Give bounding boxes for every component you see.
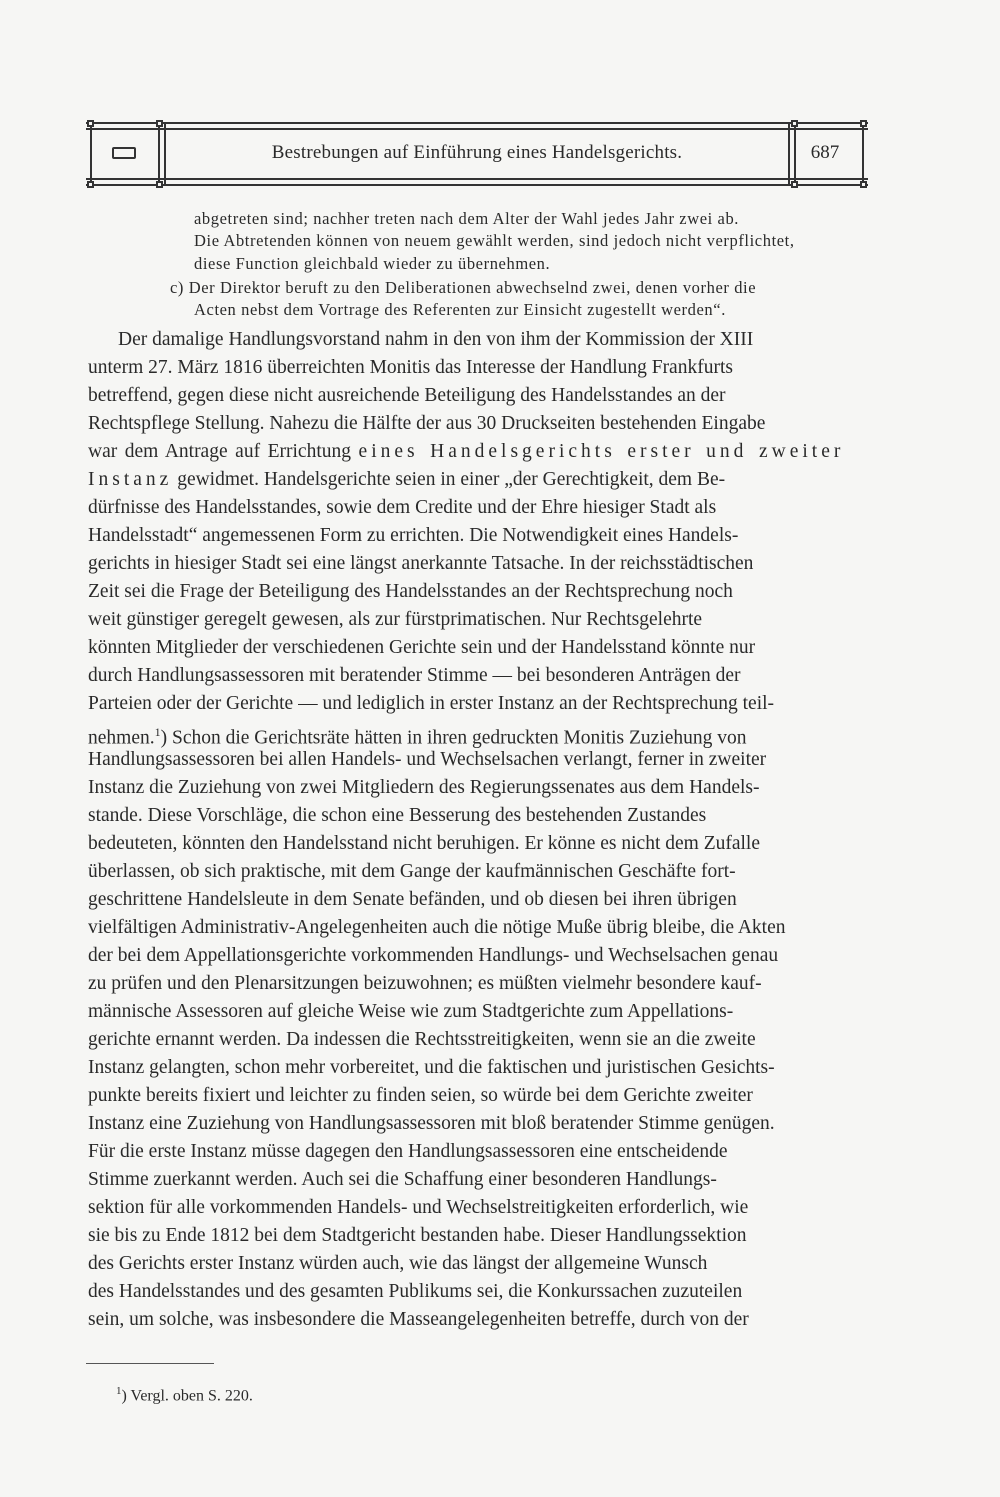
body-line: Rechtspflege Stellung. Nahezu die Hälfte der aus 30 Druckseiten bestehenden Eingabe <box>88 413 766 434</box>
body-line: bedeuteten, könnten den Handelsstand nicht beruhigen. Er könne es nicht dem Zufalle <box>88 833 760 854</box>
body-line: Stimme zuerkannt werden. Auch sei die Schaffung einer besonderen Handlungs- <box>88 1169 717 1190</box>
footnote-reference: 1 <box>154 725 161 739</box>
header-corner-ornament <box>791 181 798 188</box>
body-line: weit günstiger geregelt gewesen, als zur fürstprimatischen. Nur Rechtsgelehrte <box>88 609 703 630</box>
body-line: vielfältigen Administrativ-Angelegenheiten auch die nötige Muße übrig bleibe, die Akten <box>88 917 786 938</box>
quote-line: diese Function gleichbald wieder zu übernehmen. <box>194 254 551 273</box>
body-line: Parteien oder der Gerichte — und lediglich in erster Instanz an der Rechtsprechung teil- <box>88 693 775 714</box>
footnote <box>116 1385 253 1405</box>
footnote-mark: 1 <box>116 1385 122 1397</box>
header-corner-ornament <box>860 120 867 127</box>
quote-line: c) Der Direktor beruft zu den Deliberationen abwechselnd zwei, denen vorher die <box>170 278 757 297</box>
header-corner-ornament <box>87 120 94 127</box>
body-text: ) Schon die Gerichtsräte hätten in ihren gedruckten Monitis Zuziehung von <box>160 727 747 749</box>
header-corner-ornament <box>156 181 163 188</box>
body-line: Für die erste Instanz müsse dagegen den Handlungsassessoren eine entscheidende <box>88 1141 728 1162</box>
header-top-rule <box>86 122 868 124</box>
body-line: Handelsstadt“ angemessenen Form zu errichten. Die Notwendigkeit eines Handels- <box>88 525 739 546</box>
body-line: überlassen, ob sich praktische, mit dem Gange der kaufmännischen Geschäfte fort- <box>88 861 736 882</box>
body-text: nehmen. <box>88 727 155 749</box>
header-corner-ornament <box>791 120 798 127</box>
header-divider <box>794 122 796 186</box>
body-line: Der damalige Handlungsvorstand nahm in den von ihm der Kommission der XIII <box>118 329 754 350</box>
body-line: sein, um solche, was insbesondere die Masseangelegenheiten betreffe, durch von der <box>88 1309 749 1330</box>
body-line: Handlungsassessoren bei allen Handels- und Wechselsachen verlangt, ferner in zweiter <box>88 749 767 770</box>
header-divider <box>164 122 166 186</box>
body-line: Instanz gelangten, schon mehr vorbereitet, und die faktischen und juristischen Gesichts- <box>88 1057 775 1078</box>
body-line: geschrittene Handelsleute in dem Senate befänden, und ob diesen bei ihren übrigen <box>88 889 737 910</box>
body-line: betreffend, gegen diese nicht ausreichende Beteiligung des Handelsstandes an der <box>88 385 726 406</box>
body-line: dürfnisse des Handelsstandes, sowie dem Credite und der Ehre hiesiger Stadt als <box>88 497 717 518</box>
body-line: zu prüfen und den Plenarsitzungen beizuwohnen; es müßten vielmehr besondere kauf- <box>88 973 762 994</box>
body-line: durch Handlungsassessoren mit beratender Stimme — bei besonderen Anträgen der <box>88 665 741 686</box>
quote-line: abgetreten sind; nachher treten nach dem Alter der Wahl jedes Jahr zwei ab. <box>194 209 740 228</box>
footnote-text: ) Vergl. oben S. 220. <box>121 1387 253 1405</box>
footnote-rule <box>86 1363 214 1364</box>
body-line: des Gerichts erster Instanz würden auch, wie das längst der allgemeine Wunsch <box>88 1253 708 1274</box>
body-line: Instanz die Zuziehung von zwei Mitgliedern des Regierungssenates aus dem Handels- <box>88 777 760 798</box>
body-line: stande. Diese Vorschläge, die schon eine Besserung des bestehenden Zustandes <box>88 805 707 826</box>
header-top-rule-inner <box>86 128 868 130</box>
header-bottom-rule-inner <box>86 178 868 180</box>
body-line: männische Assessoren auf gleiche Weise wie zum Stadtgerichte zum Appellations- <box>88 1001 734 1022</box>
body-line: könnten Mitglieder der verschiedenen Gerichte sein und der Handelsstand könnte nur <box>88 637 756 658</box>
body-line: der bei dem Appellationsgerichte vorkommenden Handlungs- und Wechselsachen genau <box>88 945 779 966</box>
body-line: sie bis zu Ende 1812 bei dem Stadtgericht bestanden habe. Dieser Handlungssektion <box>88 1225 747 1246</box>
header-ornament-icon <box>112 147 136 159</box>
body-line: Instanz eine Zuziehung von Handlungsassessoren mit bloß beratender Stimme genügen. <box>88 1113 775 1134</box>
body-line <box>88 467 725 493</box>
header-divider <box>158 122 160 186</box>
header-bottom-rule <box>86 184 868 186</box>
header-corner-ornament <box>156 120 163 127</box>
header-corner-ornament <box>87 181 94 188</box>
page-number: 687 <box>810 142 840 163</box>
running-header <box>86 122 868 186</box>
body-text: war dem Antrage auf Errichtung <box>88 441 351 462</box>
body-line: sektion für alle vorkommenden Handels- und Wechselstreitigkeiten erforderlich, wie <box>88 1197 749 1218</box>
body-line: punkte bereits fixiert und leichter zu finden seien, so würde bei dem Gerichte zweiter <box>88 1085 753 1106</box>
running-title: Bestrebungen auf Einführung eines Handelsgerichts. <box>271 142 683 163</box>
quote-line: Acten nebst dem Vortrage des Referenten zur Einsicht zugestellt werden“. <box>194 300 726 319</box>
header-divider <box>90 122 92 186</box>
header-divider <box>862 122 864 186</box>
body-line: gerichte ernannt werden. Da indessen die Rechtsstreitigkeiten, wenn sie an die zweite <box>88 1029 756 1050</box>
header-divider <box>788 122 790 186</box>
spaced-emphasis: eines Handelsgerichts erster und zweiter <box>358 441 845 462</box>
quote-line: Die Abtretenden können von neuem gewählt werden, sind jedoch nicht verpflichtet, <box>194 231 795 250</box>
body-line: Zeit sei die Frage der Beteiligung des Handelsstandes an der Rechtsprechung noch <box>88 581 733 602</box>
spaced-emphasis: Instanz <box>88 469 173 490</box>
body-line: gerichts in hiesiger Stadt sei eine längst anerkannte Tatsache. In der reichsstädtischen <box>88 553 754 574</box>
body-line <box>88 439 844 465</box>
body-line: unterm 27. März 1816 überreichten Monitis das Interesse der Handlung Frankfurts <box>88 357 733 378</box>
body-text: gewidmet. Handelsgerichte seien in einer „der Gerechtigkeit, dem Be- <box>177 469 726 490</box>
header-corner-ornament <box>860 181 867 188</box>
body-line: des Handelsstandes und des gesamten Publikums sei, die Konkurssachen zuzuteilen <box>88 1281 743 1302</box>
